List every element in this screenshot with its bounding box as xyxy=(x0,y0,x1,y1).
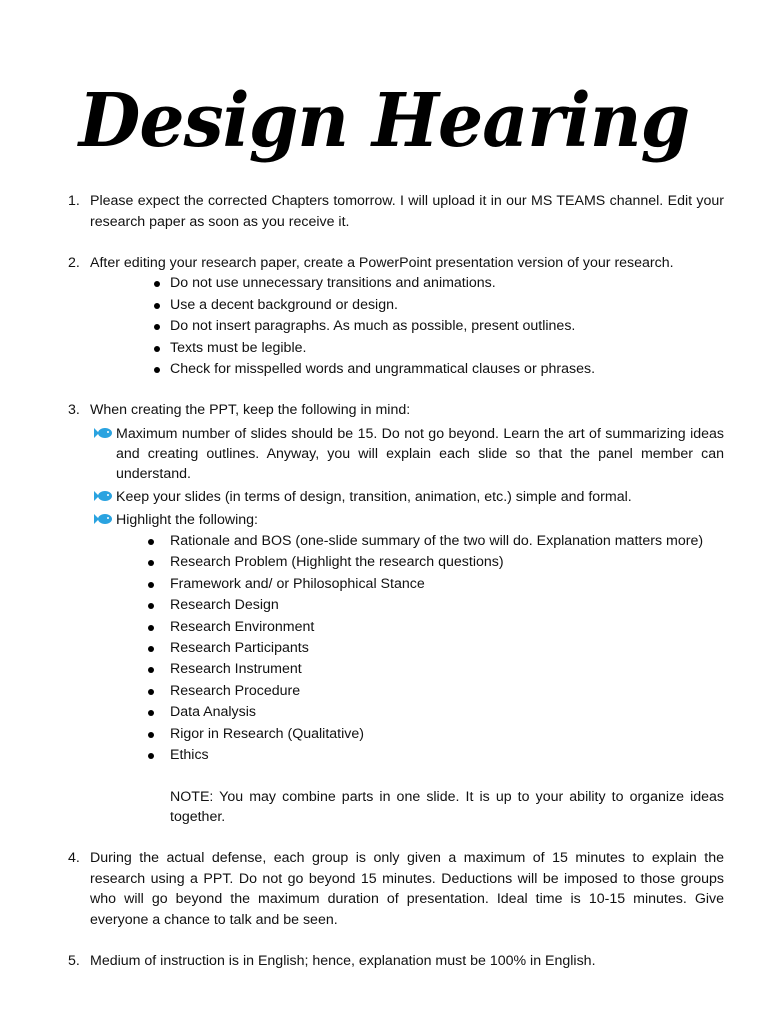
highlight-bullet-item xyxy=(148,702,724,723)
item-number: 1. xyxy=(68,193,80,209)
bullet-dot-icon xyxy=(148,689,154,695)
highlight-bullet-item xyxy=(148,745,724,766)
bullet-dot-icon xyxy=(154,324,160,330)
highlight-bullet-text: Research Environment xyxy=(170,619,315,635)
fish-bullet-item xyxy=(94,510,724,530)
fish-icon xyxy=(94,426,112,440)
fish-bullet-text: Maximum number of slides should be 15. Do not go beyond. Learn the art of summarizing ideas and creating outlines. Anyway, you will explain each slide so that the panel member can understand. xyxy=(116,426,724,482)
bullet-text: Texts must be legible. xyxy=(170,340,307,356)
bullet-item xyxy=(154,338,724,359)
bullet-text: Do not insert paragraphs. As much as possible, present outlines. xyxy=(170,318,576,334)
fish-bullet-text: Keep your slides (in terms of design, transition, animation, etc.) simple and formal. xyxy=(116,489,632,505)
bullet-item xyxy=(154,316,724,337)
item-text: Please expect the corrected Chapters tomorrow. I will upload it in our MS TEAMS channel. Edit your research paper as soon as you receive it. xyxy=(90,193,724,230)
highlight-bullet-text: Research Design xyxy=(170,597,279,613)
highlight-bullet-item xyxy=(148,574,724,595)
highlight-bullet-item xyxy=(148,595,724,616)
highlight-bullet-item xyxy=(148,681,724,702)
fish-bullet-item xyxy=(94,487,724,507)
highlight-bullet-text: Research Instrument xyxy=(170,661,302,677)
fish-icon xyxy=(94,489,112,503)
list-item-3 xyxy=(68,400,724,421)
bullet-dot-icon xyxy=(154,346,160,352)
highlight-bullet-text: Ethics xyxy=(170,747,209,763)
document-title: Design Hearing xyxy=(78,78,690,164)
highlight-bullet-text: Rationale and BOS (one-slide summary of the two will do. Explanation matters more) xyxy=(170,533,704,549)
bullet-dot-icon xyxy=(148,603,154,609)
bullet-text: Check for misspelled words and ungrammatical clauses or phrases. xyxy=(170,361,596,377)
bullet-dot-icon xyxy=(154,303,160,309)
note-text: NOTE: You may combine parts in one slide. It is up to your ability to organize ideas together. xyxy=(170,789,724,825)
list-item-1 xyxy=(68,191,724,232)
highlight-bullet-item xyxy=(148,724,724,745)
highlight-bullet-text: Research Problem (Highlight the research questions) xyxy=(170,554,504,570)
bullet-dot-icon xyxy=(148,625,154,631)
bullet-item xyxy=(154,295,724,316)
bullet-dot-icon xyxy=(148,646,154,652)
fish-icon xyxy=(94,512,112,526)
item-text: Medium of instruction is in English; hence, explanation must be 100% in English. xyxy=(90,953,596,969)
fish-bullet-item xyxy=(94,424,724,484)
fish-bullet-text: Highlight the following: xyxy=(116,512,258,528)
item-text: When creating the PPT, keep the following in mind: xyxy=(90,402,411,418)
item-text: After editing your research paper, create a PowerPoint presentation version of your research. xyxy=(90,255,674,271)
bullet-item xyxy=(154,273,724,294)
highlight-bullet-item xyxy=(148,659,724,680)
bullet-dot-icon xyxy=(154,281,160,287)
bullet-text: Use a decent background or design. xyxy=(170,297,398,313)
highlight-bullet-item xyxy=(148,552,724,573)
item-number: 2. xyxy=(68,255,80,271)
bullet-dot-icon xyxy=(148,667,154,673)
highlight-bullet-item xyxy=(148,531,724,552)
highlight-bullet-item xyxy=(148,638,724,659)
bullet-dot-icon xyxy=(148,560,154,566)
highlight-bullet-text: Data Analysis xyxy=(170,704,256,720)
bullet-dot-icon xyxy=(148,582,154,588)
list-item-2 xyxy=(68,253,724,274)
list-item-5 xyxy=(68,951,724,972)
highlight-bullet-item xyxy=(148,617,724,638)
item-number: 5. xyxy=(68,953,80,969)
highlight-bullet-text: Research Procedure xyxy=(170,683,301,699)
bullet-dot-icon xyxy=(148,710,154,716)
item-number: 4. xyxy=(68,850,80,866)
bullet-item xyxy=(154,359,724,380)
bullet-dot-icon xyxy=(154,367,160,373)
bullet-text: Do not use unnecessary transitions and animations. xyxy=(170,275,496,291)
bullet-dot-icon xyxy=(148,539,154,545)
item-number: 3. xyxy=(68,402,80,418)
highlight-bullet-text: Framework and/ or Philosophical Stance xyxy=(170,576,425,592)
bullet-dot-icon xyxy=(148,753,154,759)
highlight-bullet-text: Rigor in Research (Qualitative) xyxy=(170,726,364,742)
list-item-4 xyxy=(68,848,724,930)
highlight-bullet-text: Research Participants xyxy=(170,640,309,656)
item-text: During the actual defense, each group is only given a maximum of 15 minutes to explain the research using a PPT. Do not go beyond 15 minutes. Deductions will be imposed to those groups who will go beyond the maximum duration of presentation. Ideal time is 10-15 minutes. Give everyone a chance to talk and be seen. xyxy=(90,850,724,928)
bullet-dot-icon xyxy=(148,732,154,738)
